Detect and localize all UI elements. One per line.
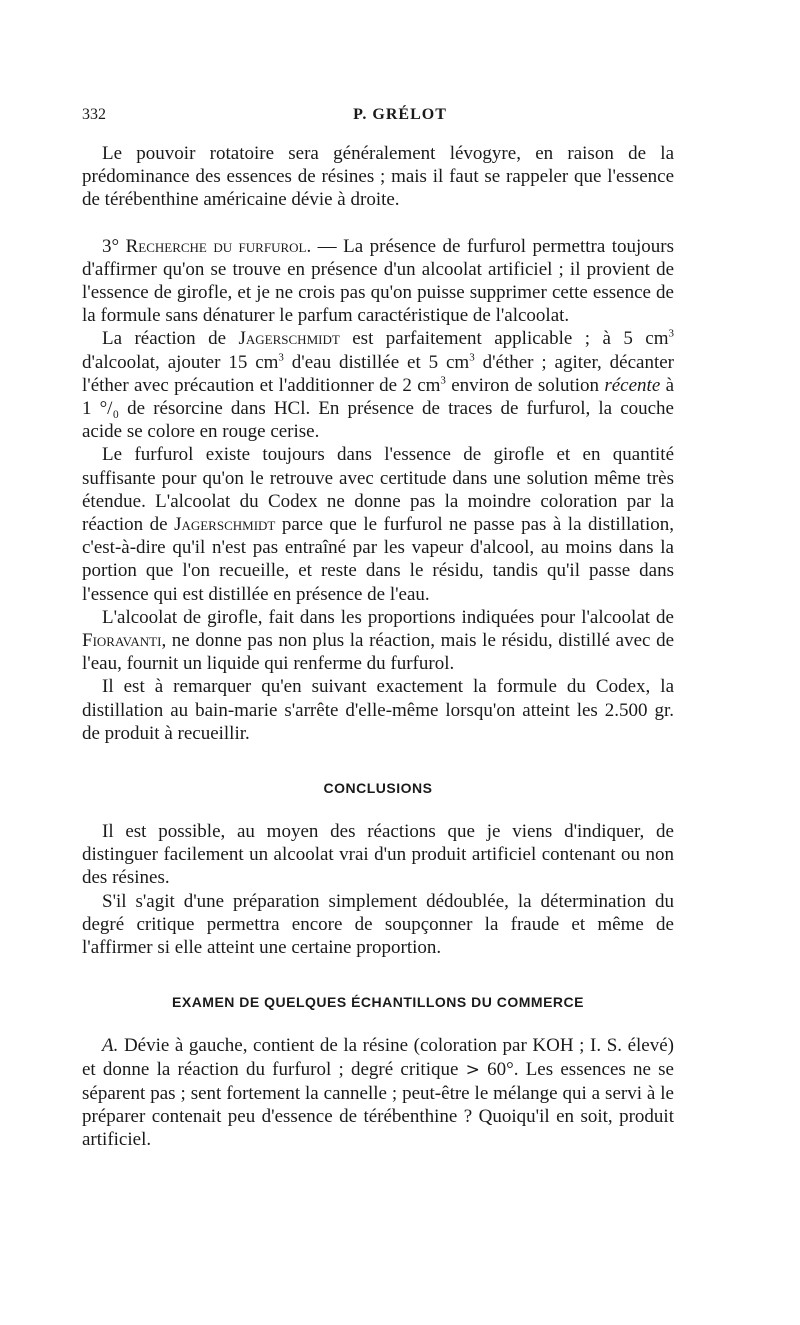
paragraph-rotatory-power: Le pouvoir rotatoire sera généralement lévogyre, en raison de la prédominance des essences de résines ; mais il faut se rappeler que l'essence de térébenthine américaine dévie à droite.	[82, 143, 674, 211]
paragraph-alcoolat-girofle: L'alcoolat de girofle, fait dans les proportions indiquées pour l'alcoolat de Fioravanti, ne donne pas non plus la réaction, mais le résidu, distillé avec de l'eau, fournit un liquide qui renferme du furfurol.	[82, 606, 674, 675]
greater-than-sign: >	[465, 1059, 480, 1080]
paragraph-conclusion-1: Il est possible, au moyen des réactions que je viens d'indiquer, de distinguer facilement un alcoolat vrai d'un produit artificiel contenant ou non des résines.	[82, 821, 674, 889]
emphasis: récente	[604, 374, 661, 396]
author-name: Jagerschmidt	[174, 514, 276, 536]
examen-heading: EXAMEN DE QUELQUES ÉCHANTILLONS DU COMMERCE	[172, 994, 584, 1011]
section-number: 3°	[102, 235, 120, 257]
running-head: P. GRÉLOT	[353, 106, 447, 123]
paragraph-codex-distillation: Il est à remarquer qu'en suivant exactement la formule du Codex, la distillation au bain-marie s'arrête d'elle-même lorsqu'on atteint les 2.500 gr. de produit à recueillir.	[82, 676, 674, 744]
paragraph-text: — La présence de furfurol permettra toujours d'affirmer qu'on se trouve en présence d'un alcoolat artificiel ; il provient de l'essence de girofle, et je ne crois pas qu'on puisse supprimer cette essence de la formule sans dénaturer le parfum caractéristique de l'alcoolat.	[82, 235, 675, 327]
page-number: 332	[82, 106, 106, 123]
sample-label: A.	[102, 1035, 119, 1057]
page-body	[82, 142, 674, 1151]
paragraph-jagerschmidt-reaction: La réaction de Jagerschmidt est parfaitement applicable ; à 5 $cm^3$ d'alcoolat, ajouter 15 $cm^3$ d'eau distillée et 5 $cm^3$ d'éther ; agiter, décanter l'éther avec précaution et l'additionner de 2 $cm^3$ environ de solution récente à 1 °/₀ de résorcine dans HCl. En présence de traces de furfurol, la couche acide se colore en rouge cerise.	[82, 328, 675, 443]
conclusions-heading: CONCLUSIONS	[323, 780, 433, 797]
paragraph-furfurol-girofle: Le furfurol existe toujours dans l'essence de girofle et en quantité suffisante pour qu'on le retrouve avec certitude dans une solution même très étendue. L'alcoolat du Codex ne donne pas la moindre coloration par la réaction de Jagerschmidt parce que le furfurol ne passe pas à la distillation, c'est-à-dire qu'il n'est pas entraîné par les vapeur d'alcool, au moins dans la portion que l'on recueille, et reste dans le résidu, tandis qu'il passe dans l'essence qui est distillée en présence de l'eau.	[82, 444, 674, 605]
paragraph-furfurol-search	[82, 235, 674, 328]
author-name: Fioravanti	[82, 630, 162, 652]
paragraph-sample-a: A. Dévie à gauche, contient de la résine (coloration par KOH ; I. S. élevé) et donne la réaction du furfurol ; degré critique > 60°. Les essences ne se séparent pas ; sent fortement la cannelle ; peut-être le mélange qui a servi à le préparer contenait peu d'essence de térébenthine ? Quoiqu'il en soit, produit artificiel.	[82, 1035, 674, 1151]
page-header	[82, 106, 718, 130]
section-run-in-heading: Recherche du furfurol.	[125, 235, 312, 257]
paragraph-conclusion-2: S'il s'agit d'une préparation simplement dédoublée, la détermination du degré critique permettra encore de soupçonner la fraude et même de l'affirmer si elle atteint une certaine proportion.	[82, 890, 674, 959]
author-name: Jagerschmidt	[238, 328, 340, 350]
